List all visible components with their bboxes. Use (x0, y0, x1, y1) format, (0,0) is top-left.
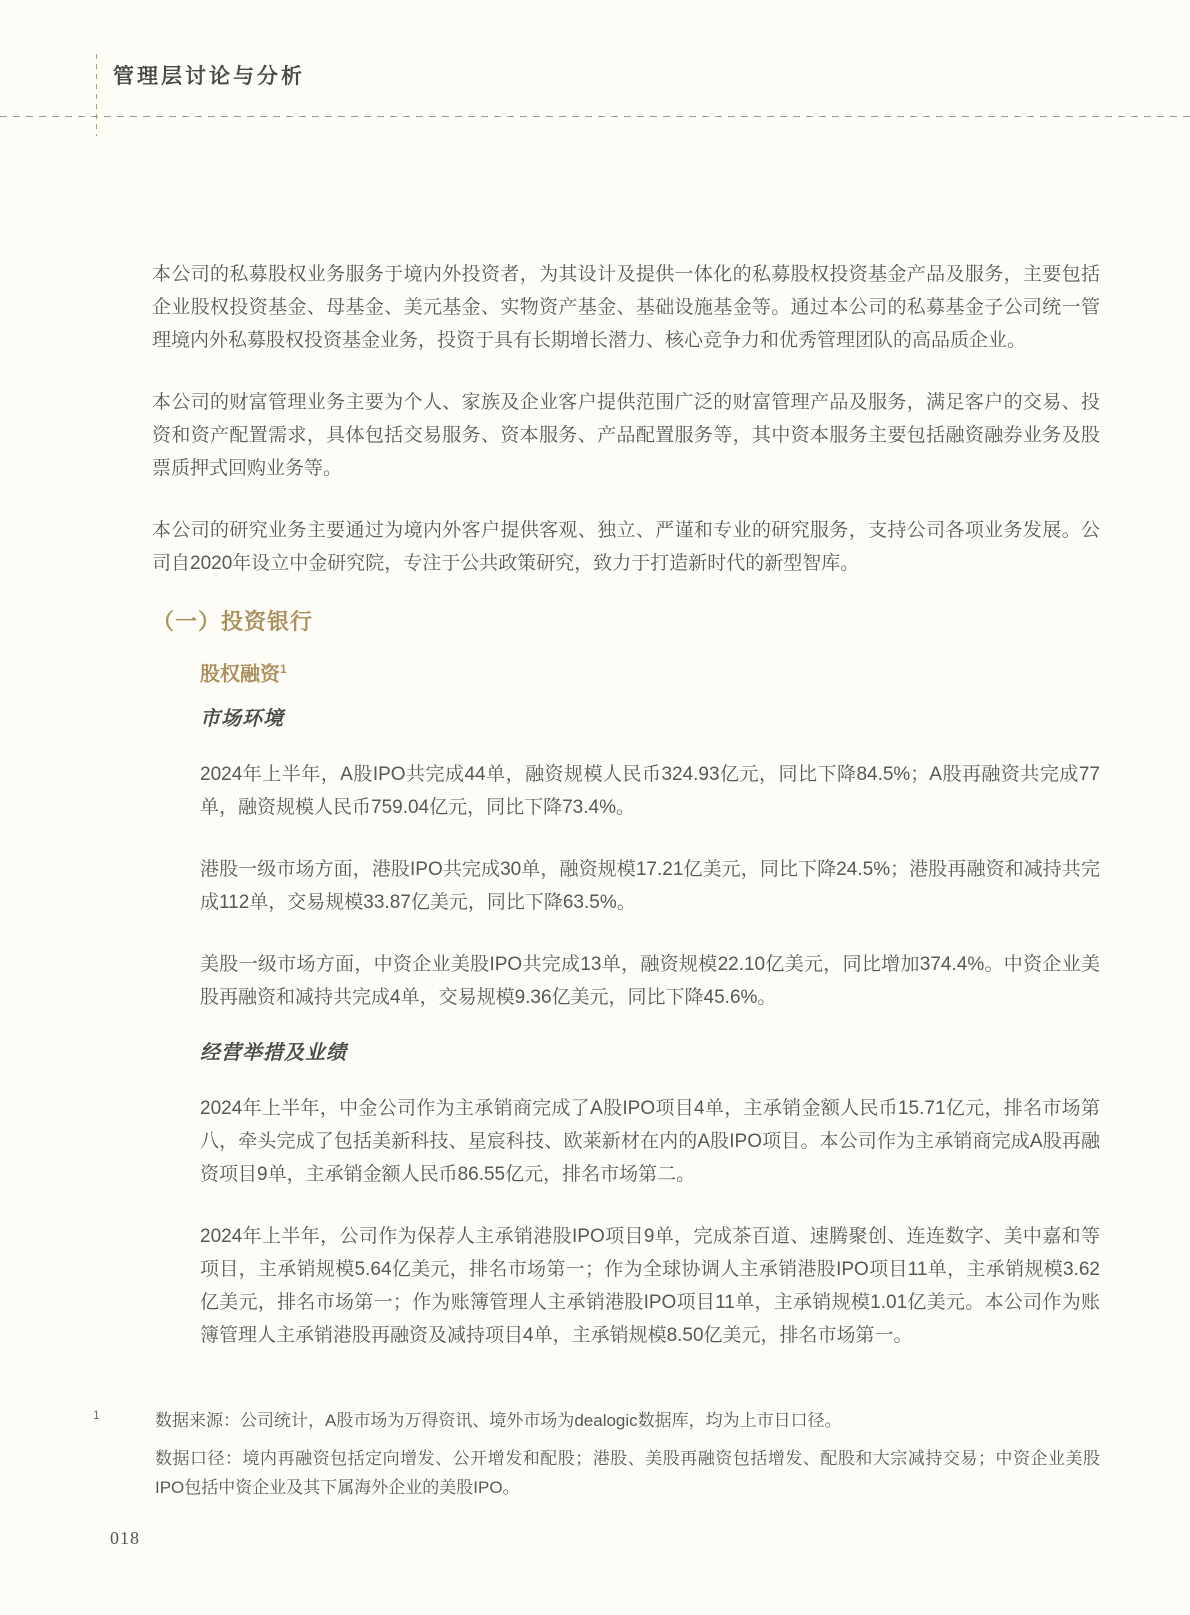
footnote-marker: 1 (93, 1408, 100, 1422)
footnote-row (0, 1406, 1100, 1435)
main-content (152, 258, 1100, 1352)
footnote-reference: 1 (280, 662, 287, 676)
header-dashed-divider (0, 116, 1190, 117)
page-number: 018 (110, 1528, 140, 1548)
subsection-heading-equity-financing (200, 657, 1100, 687)
page-title: 管理层讨论与分析 (113, 64, 305, 88)
intro-paragraph: 本公司的私募股权业务服务于境内外投资者，为其设计及提供一体化的私募股权投资基金产品及服务，主要包括企业股权投资基金、母基金、美元基金、实物资产基金、基础设施基金等。通过本公司的私募基金子公司统一管理境内外私募股权投资基金业务，投资于具有长期增长潜力、核心竞争力和优秀管理团队的高品质企业。 (152, 264, 1100, 351)
footnotes (0, 1406, 1100, 1511)
heading-operations-results: 经营举措及业绩 (200, 1041, 347, 1064)
section-body (200, 657, 1100, 1352)
subsection-heading-label: 股权融资 (200, 663, 280, 686)
heading-market-environment: 市场环境 (200, 707, 284, 730)
operations-paragraph: 2024年上半年，公司作为保荐人主承销港股IPO项目9单，完成茶百道、速腾聚创、连连数字、美中嘉和等项目，主承销规模5.64亿美元，排名市场第一；作为全球协调人主承销港股IPO项目11单，主承销规模3.62亿美元，排名市场第一；作为账簿管理人主承销港股IPO项目11单，主承销规模1.01亿美元。本公司作为账簿管理人主承销港股再融资及减持项目4单，主承销规模8.50亿美元，排名市场第一。 (200, 1225, 1100, 1346)
operations-paragraph: 2024年上半年，中金公司作为主承销商完成了A股IPO项目4单，主承销金额人民币15.71亿元，排名市场第八，牵头完成了包括美新科技、星宸科技、欧莱新材在内的A股IPO项目。本公司作为主承销商完成A股再融资项目9单，主承销金额人民币86.55亿元，排名市场第二。 (200, 1097, 1100, 1185)
intro-paragraph: 本公司的财富管理业务主要为个人、家族及企业客户提供范围广泛的财富管理产品及服务，满足客户的交易、投资和资产配置需求，具体包括交易服务、资本服务、产品配置服务等，其中资本服务主要包括融资融券业务及股票质押式回购业务等。 (152, 392, 1100, 479)
footnote-text: 数据来源：公司统计，A股市场为万得资讯、境外市场为dealogic数据库，均为上市日口径。 (155, 1411, 842, 1430)
market-environment-paragraph: 2024年上半年，A股IPO共完成44单，融资规模人民币324.93亿元，同比下降84.5%；A股再融资共完成77单，融资规模人民币759.04亿元，同比下降73.4%。 (200, 763, 1100, 818)
market-environment-paragraph: 港股一级市场方面，港股IPO共完成30单，融资规模17.21亿美元，同比下降24.5%；港股再融资和减持共完成112单，交易规模33.87亿美元，同比下降63.5%。 (200, 858, 1100, 913)
market-environment-paragraph: 美股一级市场方面，中资企业美股IPO共完成13单，融资规模22.10亿美元，同比增加374.4%。中资企业美股再融资和减持共完成4单，交易规模9.36亿美元，同比下降45.6%。 (200, 953, 1100, 1008)
footnote-row (0, 1444, 1100, 1502)
intro-paragraph: 本公司的研究业务主要通过为境内外客户提供客观、独立、严谨和专业的研究服务，支持公司各项业务发展。公司自2020年设立中金研究院，专注于公共政策研究，致力于打造新时代的新型智库。 (152, 520, 1100, 574)
header-vertical-dash-divider (96, 54, 97, 136)
section-heading-investment-banking: （一）投资银行 (152, 609, 314, 634)
footnote-text: 数据口径：境内再融资包括定向增发、公开增发和配股；港股、美股再融资包括增发、配股和大宗减持交易；中资企业美股IPO包括中资企业及其下属海外企业的美股IPO。 (155, 1449, 1100, 1497)
